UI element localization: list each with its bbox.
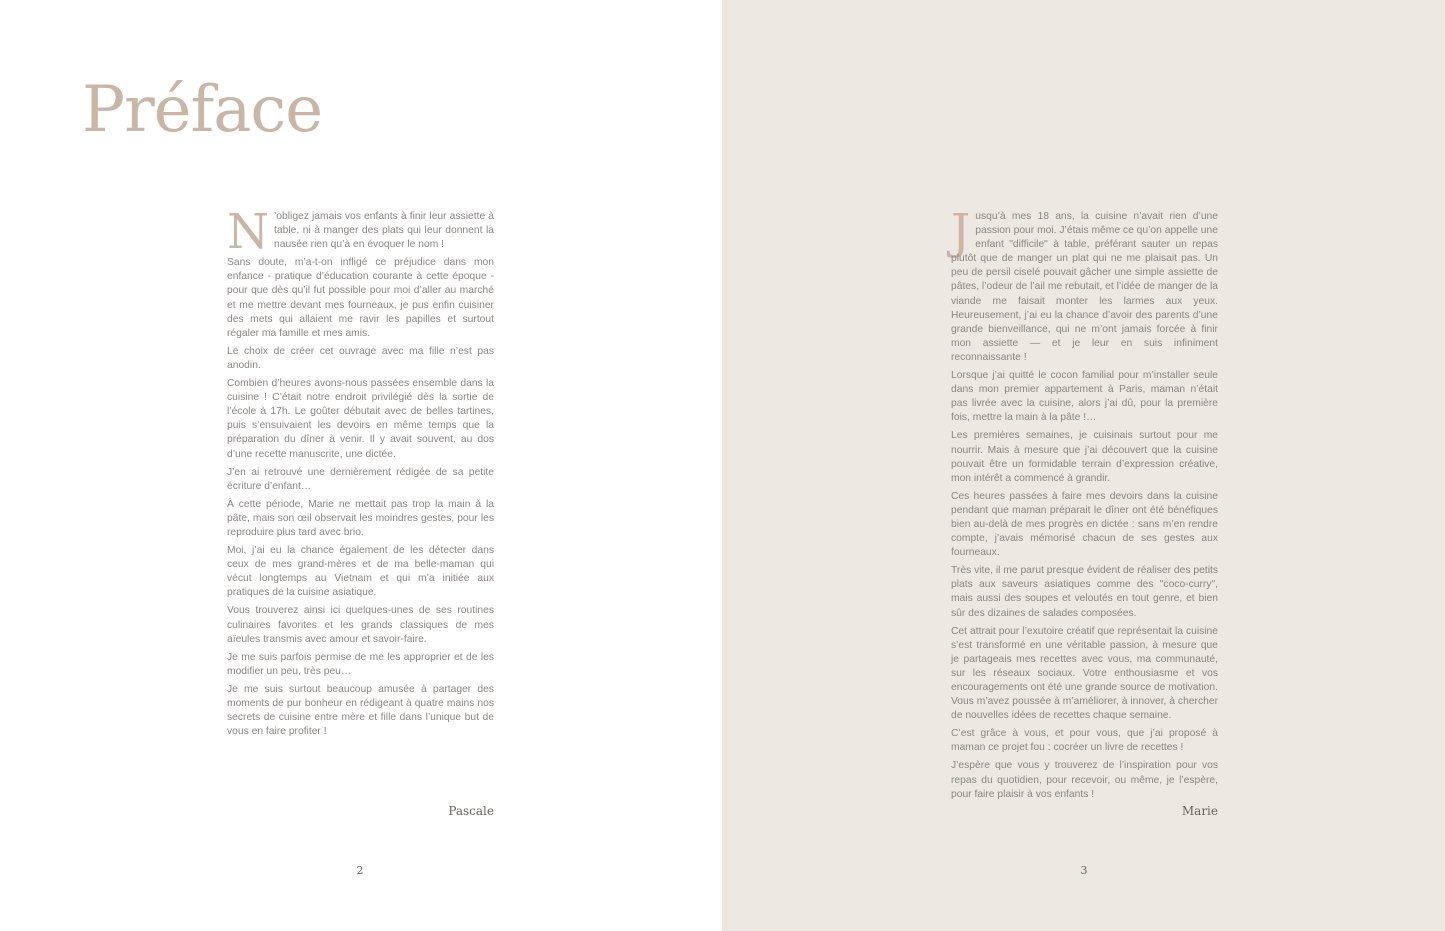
paragraph: Je me suis surtout beaucoup amusée à partager des moments de pur bonheur en rédigeant à quatre mains nos secrets de cuisine entre mère et fille dans l’unique but de vous en faire profiter !	[227, 683, 494, 738]
paragraph: Ces heures passées à faire mes devoirs dans la cuisine pendant que maman préparait le dîner ont été bénéfiques bien au-delà de mes progrès en dictée : sans m’en rendre compte, j’avais mémorisé chacun de ses gestes aux fourneaux.	[951, 490, 1218, 559]
paragraph: J’en ai retrouvé une dernièrement rédigée de sa petite écriture d’enfant…	[227, 466, 494, 492]
signature-marie: Marie	[1181, 804, 1218, 818]
paragraph: J’espère que vous y trouverez de l’inspiration pour vos repas du quotidien, pour recevoir, ou même, je l’espère, pour faire plaisir à vos enfants !	[951, 760, 1218, 800]
paragraph: Moi, j’ai eu la chance également de les détecter dans ceux de mes grand-mères et de ma belle-maman qui vécut longtemps au Vietnam et qui m’a initiée aux pratiques de la cuisine asiatique.	[227, 545, 494, 599]
right-page	[722, 0, 1445, 931]
paragraph-text: usqu’à mes 18 ans, la cuisine n’avait rien d’une passion pour moi. J’étais même ce qu’on appelle une enfant "difficile" à table, préférant sauter un repas plutôt que de manger un plat qui ne me plaisait pas. Un peu de persil ciselé pouvait gâcher une simple assiette de pâtes, l’odeur de l’ail me rebutait, et l’idée de manger de la viande me faisait monter les larmes aux yeux. Heureusement, j’ai eu la chance d’avoir des parents d’une grande bienveillance, qui ne m’ont jamais forcée à finir mon assiette — et je leur en suis infiniment reconnaissante !	[951, 211, 1218, 363]
paragraph: Cet attrait pour l’exutoire créatif que représentait la cuisine s’est transformé en une véritable passion, à mesure que je partageais mes recettes avec vous, ma communauté, sur les réseaux sociaux. Votre enthousiasme et vos encouragements ont été une grande source de motivation. Vous m’avez poussée à m’améliorer, à innover, à chercher de nouvelles idées de recettes chaque semaine.	[951, 625, 1218, 722]
paragraph-text: ’obligez jamais vos enfants à finir leur assiette à table, ni à manger des plats qui leur donnent la nausée rien qu’à en évoquer le nom !	[274, 211, 494, 251]
preface-text-marie	[951, 204, 1218, 806]
preface-text-pascale	[227, 204, 494, 743]
paragraph: C’est grâce à vous, et pour vous, que j’ai proposé à maman ce projet fou : cocréer un livre de recettes !	[951, 728, 1218, 754]
paragraph: Lorsque j’ai quitté le cocon familial pour m’installer seule dans mon premier appartement à Paris, maman n’était pas livrée avec la cuisine, alors j’ai dû, pour la première fois, mettre la main à la pâte !…	[951, 370, 1218, 424]
paragraph: Le choix de créer cet ouvrage avec ma fille n’est pas anodin.	[227, 345, 494, 371]
page-number: 2	[356, 864, 364, 877]
paragraph: À cette période, Marie ne mettait pas trop la main à la pâte, mais son œil observait les moindres gestes, pour les reproduire plus tard avec brio.	[227, 498, 494, 538]
signature-pascale: Pascale	[448, 804, 494, 818]
paragraph: Sans doute, m’a-t-on infligé ce préjudice dans mon enfance - pratique d’éducation courante à cette époque - pour que dès qu’il fut possible pour moi d’aller au marché et me mettre devant mes fourneaux, je pus enfin cuisiner des mets qui allaient me ravir les papilles et surtout régaler ma famille et mes amis.	[227, 257, 494, 339]
paragraph: Très vite, il me parut presque évident de réaliser des petits plats aux saveurs asiatiques comme des "coco-curry", mais aussi des soupes et veloutés en tout genre, et bien sûr des dizaines de salades composées.	[951, 565, 1218, 619]
page-title: Préface	[82, 73, 323, 147]
paragraph	[951, 204, 1218, 365]
page-number: 3	[1080, 864, 1088, 877]
paragraph: Combien d’heures avons-nous passées ensemble dans la cuisine ! C’était notre endroit privilégié dès la sortie de l’école à 17h. Le goûter débutait avec de belles tartines, puis s’ensuivaient les devoirs en même temps que la préparation du dîner à venir. Il y avait souvent, au dos d’une recette manuscrite, une dictée.	[227, 378, 494, 460]
drop-cap: N	[227, 204, 269, 260]
left-page	[0, 0, 722, 931]
drop-cap: J	[951, 204, 971, 260]
paragraph: Vous trouverez ainsi ici quelques-unes de ses routines culinaires favorites et les grands classiques de mes aïeules transmis avec amour et savoir-faire.	[227, 605, 494, 645]
paragraph: Je me suis parfois permise de me les approprier et de les modifier un peu, très peu…	[227, 651, 494, 677]
paragraph	[227, 204, 494, 260]
paragraph: Les premières semaines, je cuisinais surtout pour me nourrir. Mais à mesure que j’ai découvert que la cuisine pouvait être un formidable terrain d’expression créative, mon intérêt a commencé à grandir.	[951, 430, 1218, 484]
